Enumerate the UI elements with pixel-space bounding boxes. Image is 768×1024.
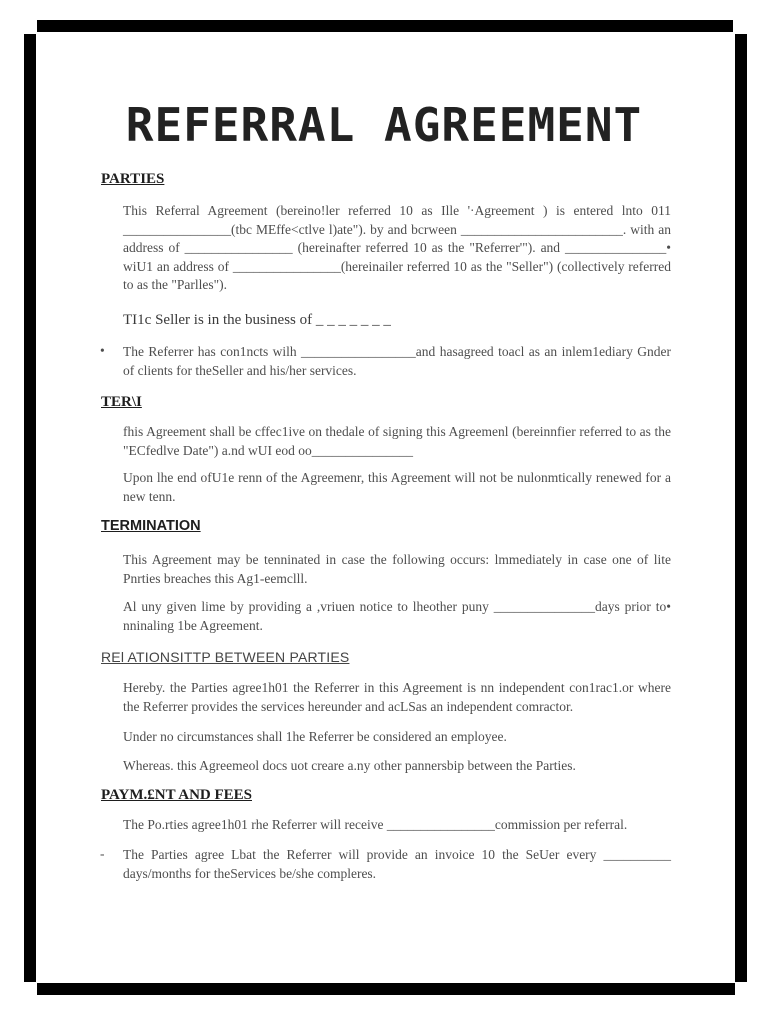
- termination-notice-paragraph: Al uny given lime by providing a ,vriuen notice to lheother puny _______________days prior to• nninaling 1be Agreement.: [123, 599, 671, 633]
- bullet-marker: •: [100, 343, 105, 358]
- partnership-paragraph: Whereas. this Agreemeol docs uot creare a.ny other pannersbip between the Parties.: [123, 758, 576, 773]
- termination-heading: TERMINATION: [101, 518, 201, 534]
- bullet-marker: -: [100, 846, 105, 861]
- term-heading: TER\I: [101, 394, 142, 410]
- document-title: REFERRAL AGREEMENT: [125, 98, 643, 152]
- renewal-paragraph: Upon lhe end ofU1e renn of the Agreemenr, this Agreement will not be nulonmtically renewed for a new tenn.: [123, 470, 671, 504]
- page-border-bottom: [37, 983, 735, 995]
- page-border-left: [24, 34, 36, 982]
- business-statement: TI1c Seller is in the business of _ _ _ _ _ _ _: [123, 312, 391, 328]
- independent-contractor-paragraph: Hereby. the Parties agree1h01 the Referrer in this Agreement is nn independent con1rac1.or where the Referrer provides the services hereunder and acLSas an independent comractor.: [123, 680, 671, 714]
- relationship-heading: REl ATIONSITTP BETWEEN PARTIES: [101, 649, 350, 665]
- effective-date-paragraph: fhis Agreement shall be cffec1ive on thedale of signing this Agreemenl (bereinnfier referred to as the "ECfedlve Date") a.nd wUI eod oo_______________: [123, 424, 671, 458]
- payment-heading: PAYM.£NT AND FEES: [101, 787, 252, 803]
- page-border-top: [37, 20, 733, 32]
- referrer-contacts-bullet: The Referrer has con1ncts wilh _________________and hasagreed toacl as an inlem1ediary Gnder of clients for theSeller and his/her services.: [123, 344, 671, 378]
- parties-paragraph: This Referral Agreement (bereino!ler referred 10 as Ille '·Agreement ) is entered lnto 011 ________________(tbc MEffe<ctlve l)ate"). by and bcrween ________________________. with an address of ________________ (hereinafter referred 10 as the "Referrer'"). and _______________• wiU1 an address of ________________(hereinailer referred 10 as the "Seller") (collectively referred to as the "Parlles").: [123, 203, 671, 292]
- commission-paragraph: The Po.rties agree1h01 rhe Referrer will receive ________________commission per referral.: [123, 817, 628, 832]
- parties-heading: PARTIES: [101, 171, 165, 187]
- invoice-bullet: The Parties agree Lbat the Referrer will provide an invoice 10 the SeUer every __________ days/months for theServices be/she compleres.: [123, 847, 671, 881]
- employee-paragraph: Under no circumstances shall 1he Referrer be considered an employee.: [123, 729, 507, 744]
- page-border-right: [735, 34, 747, 982]
- termination-conditions-paragraph: This Agreement may be tenninated in case the following occurs: lmmediately in case one of lite Pnrties breaches this Ag1-eemclll.: [123, 552, 671, 586]
